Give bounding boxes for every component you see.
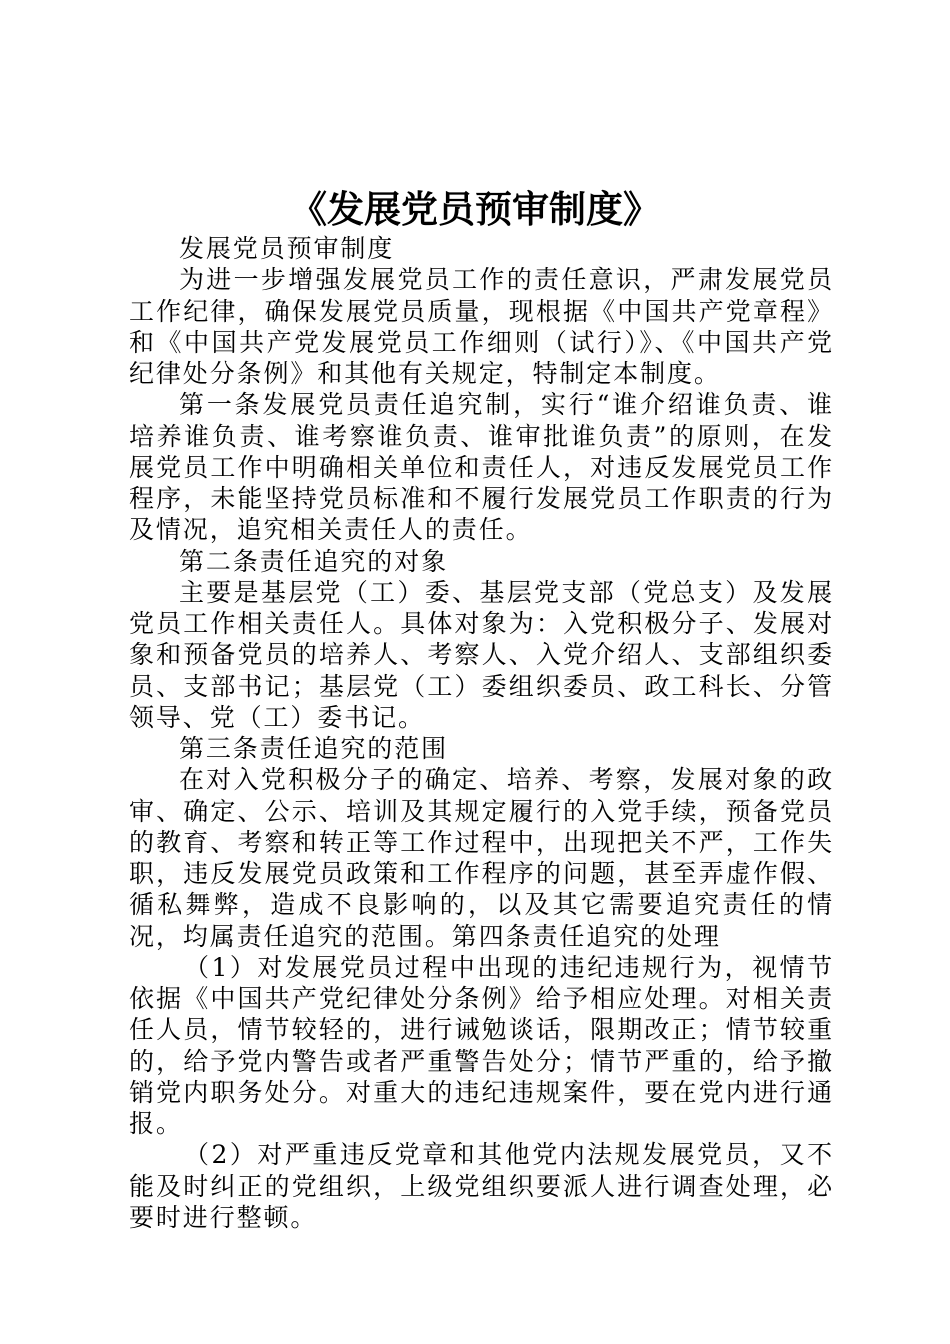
paragraph-intro: 为进一步增强发展党员工作的责任意识，严肃发展党员工作纪律，确保发展党员质量，现根据《中国共产党章程》和《中国共产党发展党员工作细则（试行）》、《中国共产党纪律处分条例》和其他有关规定，特制定本制度。 <box>129 265 834 388</box>
paragraph-item-2: （2）对严重违反党章和其他党内法规发展党员，又不能及时纠正的党组织，上级党组织要派人进行调查处理，必要时进行整顿。 <box>129 1140 834 1232</box>
paragraph-subtitle: 发展党员预审制度 <box>179 234 395 263</box>
document-title: 《发展党员预审制度》 <box>290 188 660 231</box>
paragraph-article-3-body: 在对入党积极分子的确定、培养、考察，发展对象的政审、确定、公示、培训及其规定履行的入党手续，预备党员的教育、考察和转正等工作过程中，出现把关不严，工作失职，违反发展党员政策和工作程序的问题，甚至弄虚作假、循私舞弊，造成不良影响的，以及其它需要追究责任的情况，均属责任追究的范围。第四条责任追究的处理 <box>129 765 834 951</box>
paragraph-article-2-heading: 第二条责任追究的对象 <box>179 546 449 576</box>
paragraph-article-3-heading: 第三条责任追究的范围 <box>179 734 449 763</box>
paragraph-article-1: 第一条发展党员责任追究制，实行“谁介绍谁负责、谁培养谁负责、谁考察谁负责、谁审批谁负责”的原则，在发展党员工作中明确相关单位和责任人，对违反发展党员工作程序，未能坚持党员标准和不履行发展党员工作职责的行为及情况，追究相关责任人的责任。 <box>129 390 834 545</box>
paragraph-item-1: （1）对发展党员过程中出现的违纪违规行为，视情节依据《中国共产党纪律处分条例》给予相应处理。对相关责任人员，情节较轻的，进行诫勉谈话，限期改正；情节较重的，给予党内警告或者严重警告处分；情节严重的，给予撤销党内职务处分。对重大的违纪违规案件，要在党内进行通报。 <box>129 952 834 1138</box>
document-body <box>129 233 834 1233</box>
paragraph-article-2-body: 主要是基层党（工）委、基层党支部（党总支）及发展党员工作相关责任人。具体对象为：入党积极分子、发展对象和预备党员的培养人、考察人、入党介绍人、支部组织委员、支部书记；基层党（工）委组织委员、政工科长、分管领导、党（工）委书记。 <box>129 577 834 732</box>
